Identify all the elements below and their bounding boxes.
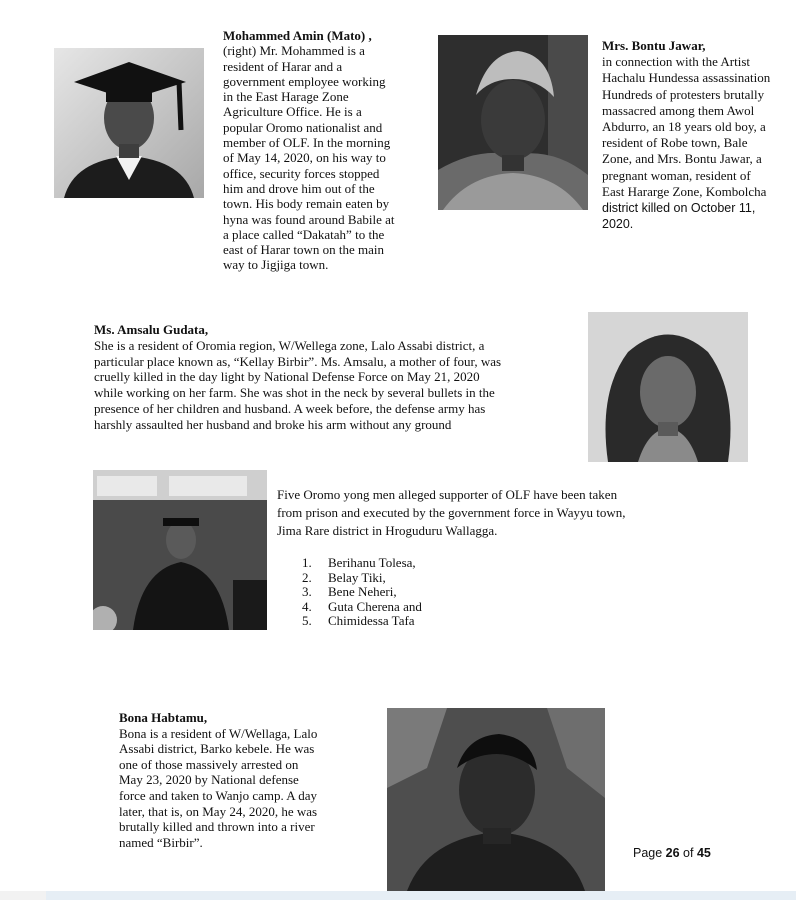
list-name: Berihanu Tolesa, bbox=[328, 555, 416, 570]
list-name: Belay Tiki, bbox=[328, 569, 386, 585]
entry-bona-habtamu bbox=[119, 710, 369, 850]
entry-bontu-jawar bbox=[602, 38, 796, 232]
entry-line: harshly assaulted her husband and broke his arm without any ground bbox=[94, 416, 452, 432]
entry-line: town. His body remain eaten by bbox=[223, 196, 390, 212]
entry-line: Bona is a resident of W/Wellaga, Lalo bbox=[119, 725, 318, 741]
list-item bbox=[302, 571, 777, 586]
photo-woman-headscarf bbox=[438, 35, 588, 210]
entry-line: force and taken to Wanjo camp. A day bbox=[119, 787, 317, 803]
entry-line: government employee working bbox=[223, 73, 386, 89]
entry-line: massacred among them Awol bbox=[602, 102, 755, 118]
page-of: of bbox=[679, 846, 697, 860]
page-label: Page bbox=[633, 846, 666, 860]
entry-mohammed-amin bbox=[223, 28, 428, 273]
entry-line: popular Oromo nationalist and bbox=[223, 119, 383, 135]
entry-line: Assabi district, Barko kebele. He was bbox=[119, 741, 315, 757]
entry-line: Hachalu Hundessa assassination bbox=[602, 70, 771, 86]
entry-line: Hundreds of protesters brutally bbox=[602, 86, 765, 102]
entry-line: while working on her farm. She was shot in the neck by several bullets in the bbox=[94, 385, 495, 401]
photo-graduate-at-podium bbox=[93, 470, 267, 630]
list-name: Guta Cherena and bbox=[328, 598, 422, 614]
entry-line: district killed on October 11, bbox=[602, 201, 756, 216]
entry-name: Ms. Amsalu Gudata, bbox=[94, 322, 209, 337]
photo-graduation-ceremony bbox=[93, 470, 267, 630]
entry-line: Zone, and Mrs. Bontu Jawar, a bbox=[602, 151, 762, 167]
entry-line: cruelly killed in the day light by National Defense Force on May 21, 2020 bbox=[94, 369, 480, 385]
entry-line: Five Oromo yong men alleged supporter of OLF have been taken bbox=[277, 487, 618, 502]
entry-line: him and drove him out of the bbox=[223, 180, 375, 196]
list-item bbox=[302, 614, 777, 629]
list-item bbox=[302, 556, 777, 571]
list-item bbox=[302, 585, 777, 600]
entry-line: She is a resident of Oromia region, W/Wellega zone, Lalo Assabi district, a bbox=[94, 337, 485, 353]
entry-line: (right) Mr. Mohammed is a bbox=[223, 43, 365, 59]
photo-woman-portrait bbox=[588, 312, 748, 462]
entry-line: May 23, 2020 by National defense bbox=[119, 772, 299, 788]
list-name: Bene Neheri, bbox=[328, 584, 397, 600]
entry-line: from prison and executed by the government force in Wayyu town, bbox=[277, 505, 626, 520]
list-number: 3. bbox=[302, 584, 312, 600]
entry-line: brutally killed and thrown into a river bbox=[119, 819, 315, 835]
entry-name: Mrs. Bontu Jawar, bbox=[602, 38, 706, 53]
list-number: 4. bbox=[302, 598, 312, 614]
entry-line: presence of her children and husband. A week before, the defense army has bbox=[94, 400, 486, 416]
entry-line: named “Birbir”. bbox=[119, 834, 203, 850]
entry-line: Agriculture Office. He is a bbox=[223, 104, 362, 120]
entry-line: resident of Robe town, Bale bbox=[602, 135, 748, 151]
list-name: Chimidessa Tafa bbox=[328, 613, 415, 629]
list-number: 5. bbox=[302, 613, 312, 629]
photo-amsalu-gudata bbox=[588, 312, 748, 462]
entry-line: Abdurro, an 18 years old boy, a bbox=[602, 119, 766, 135]
entry-line: 2020. bbox=[602, 217, 634, 232]
entry-line: in the East Harage Zone bbox=[223, 89, 349, 105]
entry-line: a place called “Dakatah” to the bbox=[223, 226, 385, 242]
page-number bbox=[633, 846, 711, 860]
entry-line: way to Jigjiga town. bbox=[223, 257, 329, 273]
entry-name: Bona Habtamu, bbox=[119, 710, 208, 725]
entry-line: of May 14, 2020, on his way to bbox=[223, 150, 386, 166]
entry-five-oromo-men bbox=[277, 486, 777, 629]
entry-line: pregnant woman, resident of bbox=[602, 167, 751, 183]
entry-line: in connection with the Artist bbox=[602, 54, 751, 70]
entry-line: particular place known as, “Kellay Birbir”. Ms. Amsalu, a mother of four, was bbox=[94, 353, 502, 369]
photo-young-man bbox=[387, 708, 605, 891]
entry-line: office, security forces stopped bbox=[223, 165, 380, 181]
victims-list bbox=[302, 556, 777, 629]
entry-name: Mohammed Amin (Mato) , bbox=[223, 28, 372, 43]
list-number: 1. bbox=[302, 555, 312, 570]
page-total: 45 bbox=[696, 846, 711, 860]
list-number: 2. bbox=[302, 569, 312, 585]
page-current: 26 bbox=[665, 846, 680, 860]
entry-line: one of those massively arrested on bbox=[119, 756, 299, 772]
photo-graduate-portrait bbox=[54, 48, 204, 198]
entry-line: hyna was found around Babile at bbox=[223, 211, 395, 227]
photo-bona-habtamu bbox=[387, 708, 605, 891]
entry-line: later, that is, on May 24, 2020, he was bbox=[119, 803, 318, 819]
list-item bbox=[302, 600, 777, 615]
entry-line: member of OLF. In the morning bbox=[223, 135, 391, 151]
photo-mohammed-amin bbox=[54, 48, 204, 198]
footer-bar-left bbox=[0, 891, 46, 900]
photo-bontu-jawar bbox=[438, 35, 588, 210]
footer-bar bbox=[0, 891, 796, 900]
entry-line: Jima Rare district in Hroguduru Wallagga. bbox=[277, 523, 498, 538]
entry-line: east of Harar town on the main bbox=[223, 242, 385, 258]
entry-amsalu-gudata bbox=[94, 322, 574, 433]
entry-line: resident of Harar and a bbox=[223, 58, 343, 74]
entry-line: East Hararge Zone, Kombolcha bbox=[602, 183, 767, 199]
